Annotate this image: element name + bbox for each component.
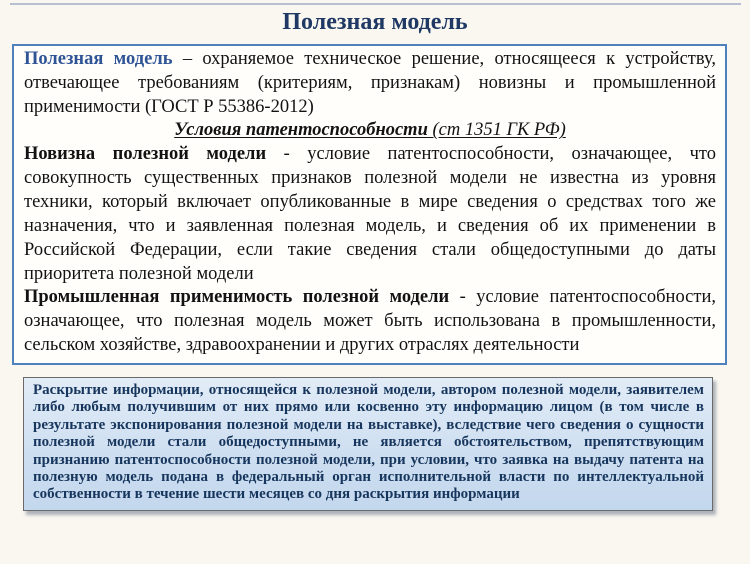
conditions-heading	[24, 119, 716, 143]
conditions-heading-reference: (ст 1351 ГК РФ)	[427, 120, 566, 141]
definition-paragraph	[24, 48, 716, 120]
industrial-applicability-lead: Промышленная применимость полезной модели	[24, 287, 450, 308]
industrial-applicability-paragraph	[24, 286, 716, 358]
definition-text: – охраняемое техническое решение, относящееся к устройству, отвечающее требованиям (критериям, признакам) новизны и промышленной применимости (ГОСТ Р 55386-2012)	[24, 48, 716, 117]
definition-lead: Полезная модель	[24, 48, 173, 69]
disclosure-box	[23, 377, 713, 511]
industrial-applicability-text: - условие патентоспособности, означающее, что полезная модель может быть использована в промышленности, сельском хозяйстве, здравоохранении и других отраслях деятельности	[24, 287, 716, 356]
page-title: Полезная модель	[282, 9, 468, 35]
top-divider	[10, 3, 741, 5]
novelty-text: - условие патентоспособности, означающее, что совокупность существенных признаков полезной модели не известна из уровня техники, который включает опубликованные в мире сведения о средствах того же назначения, что и заявленная полезная модель, и сведения об их применении в Российской Федерации, если такие сведения стали общедоступными до даты приоритета полезной модели	[24, 144, 716, 284]
novelty-paragraph	[24, 143, 716, 286]
definition-box	[12, 44, 727, 365]
novelty-lead: Новизна полезной модели	[24, 144, 267, 165]
conditions-heading-title: Условия патентоспособности	[174, 120, 428, 141]
disclosure-text: Раскрытие информации, относящейся к полезной модели, автором полезной модели, заявителем либо любым получившим от них прямо или косвенно эту информацию лицом (в том числе в результате экспонирования полезной модели на выставке), вследствие чего сведения о сущности полезной модели стали общедоступными, не является обстоятельством, препятствующим признанию патентоспособности полезной модели, при условии, что заявка на выдачу патента на полезную модель подана в федеральный орган исполнительной власти по интеллектуальной собственности в течение шести месяцев со дня раскрытия информации	[33, 381, 704, 503]
